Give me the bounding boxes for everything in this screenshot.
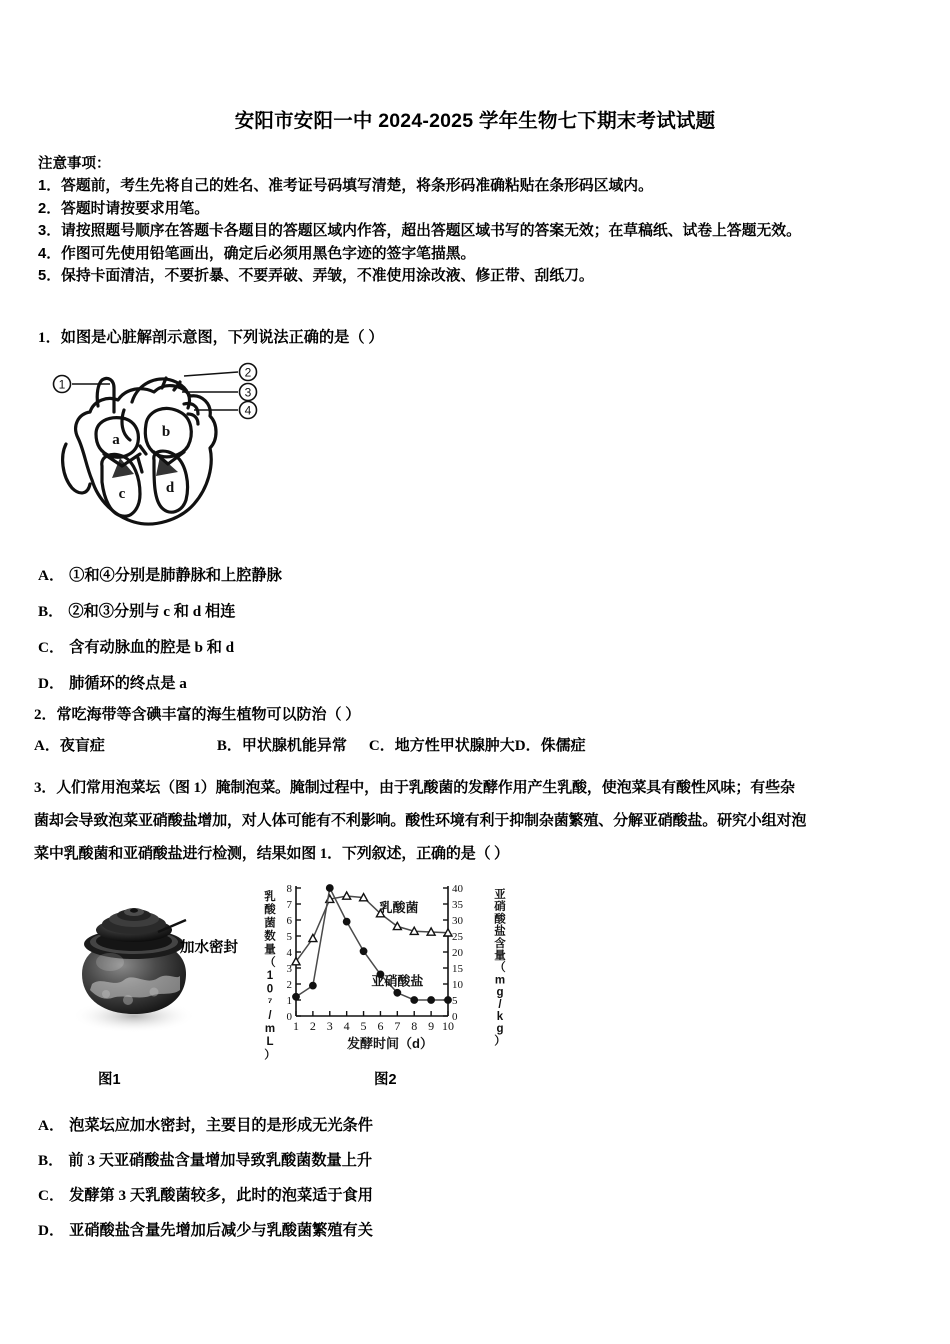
option-text: 泡菜坛应加水密封，主要目的是形成无光条件 bbox=[69, 1117, 373, 1134]
y2-axis-title: （ bbox=[494, 962, 506, 975]
y-axis-title: m bbox=[264, 1023, 276, 1035]
option-key: D． bbox=[38, 675, 65, 692]
y-axis-title: （ bbox=[264, 957, 276, 969]
jar-annotation-label: 加水密封 bbox=[180, 940, 238, 956]
data-point-marker bbox=[427, 928, 435, 935]
question-2-options bbox=[34, 734, 914, 755]
data-point-marker bbox=[293, 993, 300, 1000]
notice-item-5: 5．保持卡面清洁，不要折暴、不要弄破、弄皱，不准使用涂改液、修正带、刮纸刀。 bbox=[38, 268, 594, 284]
y-tick-label: 2 bbox=[286, 979, 292, 991]
option-text: ②和③分别与 c 和 d 相连 bbox=[68, 603, 236, 620]
y2-axis-title: / bbox=[498, 998, 502, 1011]
x-tick-label: 1 bbox=[293, 1019, 299, 1033]
svg-text:2: 2 bbox=[244, 365, 252, 380]
option-key: D． bbox=[514, 738, 541, 754]
y-axis-title: ⁷ bbox=[267, 996, 273, 1009]
option-text: ①和④分别是肺静脉和上腔静脉 bbox=[69, 567, 282, 584]
notice-item-2: 2．答题时请按要求用笔。 bbox=[38, 200, 209, 217]
y-tick-label: 3 bbox=[286, 963, 292, 975]
question-2-stem: 2．常吃海带等含碘丰富的海生植物可以防治（ ） bbox=[34, 707, 361, 723]
data-point-marker bbox=[411, 997, 418, 1004]
option-text: 前 3 天亚硝酸盐含量增加导致乳酸菌数量上升 bbox=[68, 1152, 373, 1169]
x-axis-title: 发酵时间（d） bbox=[347, 1036, 433, 1051]
data-point-marker bbox=[309, 982, 316, 989]
notice-heading: 注意事项： bbox=[38, 156, 111, 172]
option-text: 亚硝酸盐含量先增加后减少与乳酸菌繁殖有关 bbox=[69, 1222, 373, 1239]
x-tick-label: 3 bbox=[326, 1019, 333, 1033]
y2-axis-title: g bbox=[496, 986, 504, 999]
data-point-marker bbox=[326, 885, 333, 892]
data-point-marker bbox=[394, 989, 401, 996]
data-point-marker bbox=[428, 997, 435, 1004]
data-point-marker bbox=[360, 948, 367, 955]
y-axis-title: / bbox=[268, 1009, 272, 1022]
y2-tick-label: 10 bbox=[452, 979, 463, 991]
y-axis-title: 量 bbox=[264, 943, 276, 956]
svg-text:1: 1 bbox=[58, 377, 66, 392]
option-text: 发酵第 3 天乳酸菌较多，此时的泡菜适于食用 bbox=[69, 1187, 373, 1204]
question-1-option-a[interactable] bbox=[38, 558, 598, 594]
option-key: D． bbox=[38, 1222, 65, 1239]
option-key: A． bbox=[38, 567, 65, 584]
option-text: 肺循环的终点是 a bbox=[69, 675, 187, 692]
y2-axis-title: ） bbox=[494, 1035, 506, 1048]
x-tick-label: 10 bbox=[442, 1019, 454, 1033]
y-axis-title: 菌 bbox=[264, 917, 276, 930]
y2-axis-title: 硝 bbox=[494, 901, 506, 914]
y2-tick-label: 5 bbox=[452, 995, 458, 1007]
question-1-stem: 1．如图是心脏解剖示意图，下列说法正确的是（ ） bbox=[38, 329, 384, 346]
question-3-option-d[interactable] bbox=[38, 1213, 598, 1248]
figure-1-caption: 图1 bbox=[98, 1072, 121, 1088]
y-axis-title: 数 bbox=[264, 930, 276, 943]
notice-item-3: 3．请按照题号顺序在答题卡各题目的答题区域内作答，超出答题区域书写的答案无效；在草稿纸、试卷上答题无效。 bbox=[38, 223, 801, 239]
question-3-option-c[interactable] bbox=[38, 1178, 598, 1213]
question-3-options bbox=[38, 1108, 598, 1248]
question-2-option-b[interactable] bbox=[217, 738, 347, 754]
notice-item-4: 4．作图可先使用铅笔画出，确定后必须用黑色字迹的签字笔描黑。 bbox=[38, 245, 476, 262]
option-key: B． bbox=[38, 603, 64, 620]
option-text: 甲状腺机能异常 bbox=[241, 738, 347, 754]
option-text: 地方性甲状腺肿大 bbox=[394, 738, 515, 754]
y-axis-title: 乳 bbox=[264, 891, 276, 903]
data-point-marker bbox=[445, 997, 452, 1004]
option-key: B． bbox=[216, 738, 242, 754]
y-tick-label: 0 bbox=[286, 1011, 292, 1023]
y2-axis-title: 亚 bbox=[494, 889, 506, 901]
y-axis-title: 0 bbox=[266, 983, 274, 996]
y2-tick-label: 40 bbox=[452, 883, 463, 895]
data-point-marker bbox=[444, 929, 452, 936]
option-text: 侏儒症 bbox=[540, 738, 586, 754]
y2-tick-label: 25 bbox=[452, 931, 463, 943]
y2-axis-title: 含 bbox=[494, 937, 506, 950]
svg-text:4: 4 bbox=[244, 403, 252, 418]
question-3-figures bbox=[34, 878, 924, 1088]
y2-tick-label: 30 bbox=[452, 915, 463, 927]
option-text: 夜盲症 bbox=[59, 738, 105, 754]
data-point-marker bbox=[343, 918, 350, 925]
figure-2-caption: 图2 bbox=[374, 1072, 397, 1088]
chamber-label-c: c bbox=[118, 486, 126, 502]
option-key: C． bbox=[38, 639, 65, 656]
series-annotation-0: 乳酸菌 bbox=[379, 900, 419, 915]
svg-text:3: 3 bbox=[244, 385, 252, 400]
x-tick-label: 2 bbox=[309, 1019, 316, 1033]
y-tick-label: 5 bbox=[286, 931, 292, 943]
y2-axis-title: 盐 bbox=[494, 925, 506, 938]
data-point-marker bbox=[343, 892, 351, 899]
y-axis-title: L bbox=[266, 1036, 274, 1049]
y-tick-label: 4 bbox=[286, 947, 292, 959]
chamber-label-d: d bbox=[165, 480, 175, 496]
y2-tick-label: 20 bbox=[452, 947, 463, 959]
question-3-stem-line-3: 菜中乳酸菌和亚硝酸盐进行检测，结果如图 1．下列叙述，正确的是（ ） bbox=[34, 846, 509, 862]
data-point-marker bbox=[309, 934, 317, 941]
series-annotation-1: 亚硝酸盐 bbox=[371, 973, 424, 989]
data-point-marker bbox=[410, 927, 418, 934]
option-key: C． bbox=[368, 738, 395, 754]
question-1-option-b[interactable] bbox=[38, 594, 598, 630]
callout-2-leader bbox=[184, 372, 238, 376]
y-axis-title: 1 bbox=[266, 970, 274, 983]
data-point-marker bbox=[360, 894, 368, 901]
chamber-label-b: b bbox=[161, 424, 171, 440]
option-key: A． bbox=[38, 1117, 65, 1134]
y-axis-title: ） bbox=[264, 1049, 276, 1062]
x-tick-label: 6 bbox=[377, 1019, 384, 1033]
y-tick-label: 8 bbox=[286, 883, 292, 895]
question-1-option-d[interactable] bbox=[38, 666, 598, 702]
question-3-option-b[interactable] bbox=[38, 1143, 598, 1178]
notice-block bbox=[38, 152, 918, 288]
y2-axis-title: k bbox=[496, 1011, 504, 1023]
y2-axis-title: m bbox=[494, 974, 506, 987]
y-tick-label: 6 bbox=[286, 915, 292, 927]
x-tick-label: 9 bbox=[428, 1019, 435, 1033]
question-2-option-a[interactable] bbox=[34, 738, 105, 754]
y2-axis-title: 酸 bbox=[494, 913, 506, 926]
option-text: 含有动脉血的腔是 b 和 d bbox=[69, 639, 235, 656]
y2-axis-title: g bbox=[496, 1023, 504, 1036]
question-3-stem-line-1: 3．人们常用泡菜坛（图 1）腌制泡菜。腌制过程中，由于乳酸菌的发酵作用产生乳酸，使泡菜具有酸性风味；有些杂 bbox=[34, 780, 795, 796]
question-2-option-d[interactable] bbox=[515, 738, 586, 754]
question-3-stem-line-2: 菌却会导致泡菜亚硝酸盐增加，对人体可能有不利影响。酸性环境有利于抑制杂菌繁殖、分解亚硝酸盐。研究小组对泡 bbox=[34, 813, 807, 829]
option-key: A． bbox=[34, 738, 60, 754]
heart-anatomy-figure bbox=[42, 362, 292, 537]
x-tick-label: 4 bbox=[343, 1019, 350, 1033]
x-tick-label: 7 bbox=[394, 1019, 401, 1033]
notice-item-1: 1．答题前，考生先将自己的姓名、准考证号码填写清楚，将条形码准确粘贴在条形码区域内。 bbox=[38, 178, 653, 194]
y-tick-label: 1 bbox=[286, 995, 292, 1007]
y2-tick-label: 35 bbox=[452, 899, 463, 911]
page-title: 安阳市安阳一中 2024-2025 学年生物七下期末考试试题 bbox=[234, 110, 716, 132]
question-1-options bbox=[38, 558, 598, 702]
question-3-option-a[interactable] bbox=[38, 1108, 598, 1143]
option-key: B． bbox=[38, 1152, 64, 1169]
fermentation-line-chart bbox=[210, 878, 540, 1063]
x-tick-label: 5 bbox=[360, 1019, 367, 1033]
y-tick-label: 7 bbox=[286, 899, 292, 911]
option-key: C． bbox=[38, 1187, 65, 1204]
y2-tick-label: 0 bbox=[452, 1011, 458, 1023]
question-1-option-c[interactable] bbox=[38, 630, 598, 666]
y2-tick-label: 15 bbox=[452, 963, 463, 975]
question-3-stem bbox=[34, 772, 924, 871]
y2-axis-title: 量 bbox=[494, 950, 506, 962]
x-tick-label: 8 bbox=[411, 1019, 418, 1033]
chamber-label-a: a bbox=[112, 432, 120, 448]
y-axis-title: 酸 bbox=[264, 904, 276, 917]
question-2-option-c[interactable] bbox=[369, 738, 515, 754]
